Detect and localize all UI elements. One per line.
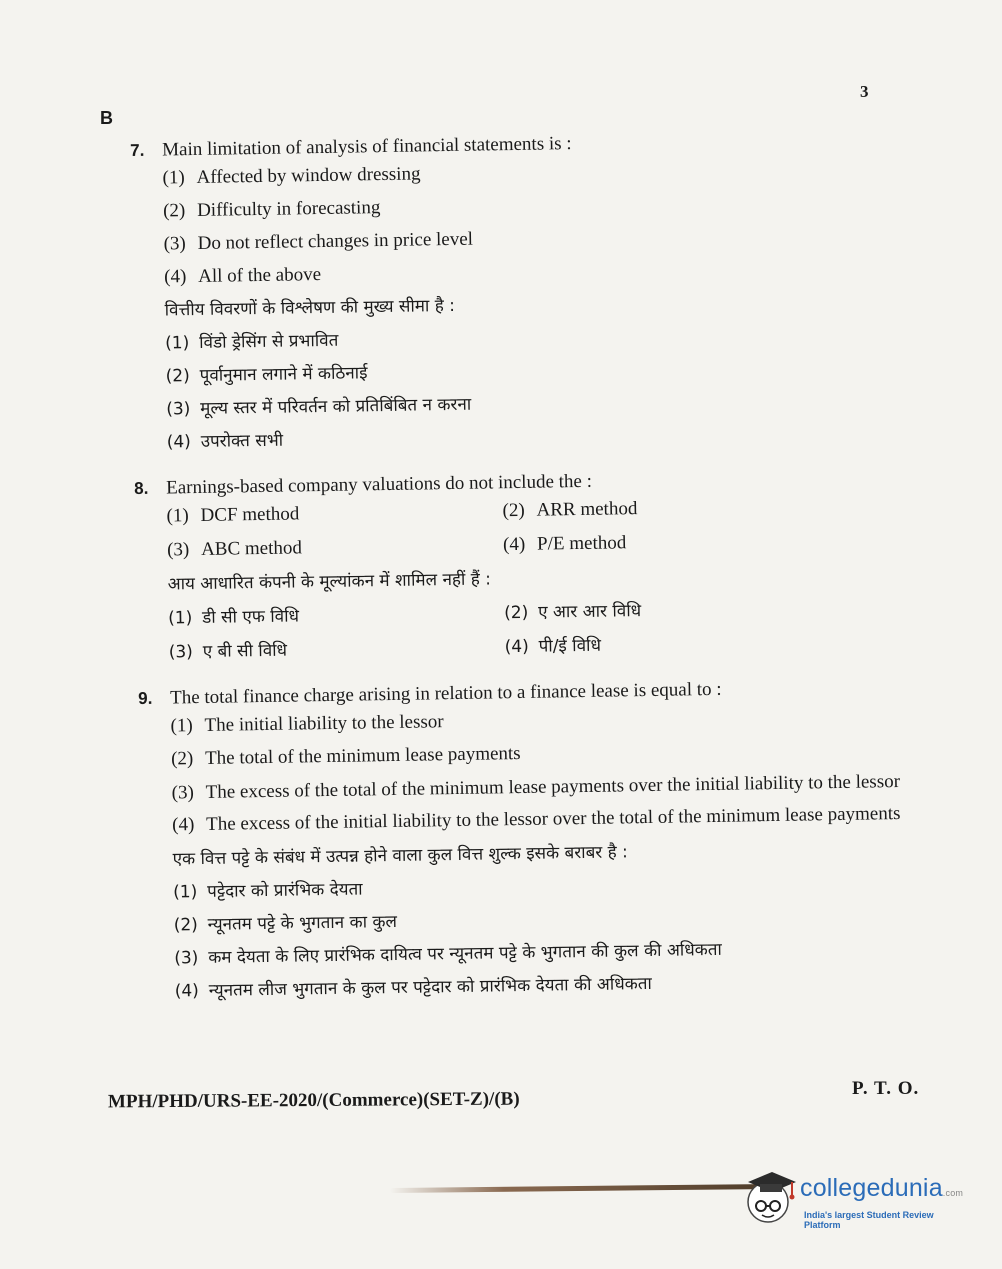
option-number: (1) xyxy=(168,608,193,629)
watermark-tagline: India's largest Student Review Platform xyxy=(804,1210,934,1230)
option-text: DCF method xyxy=(200,503,300,526)
option-number: (1) xyxy=(165,333,190,354)
option-text: पी/ई विधि xyxy=(538,635,602,657)
english-options xyxy=(166,488,915,568)
watermark-brand-name: collegedunia xyxy=(800,1174,943,1202)
option-number: (2) xyxy=(165,366,190,387)
option-text: उपरोक्त सभी xyxy=(200,430,284,452)
hindi-question-text: आय आधारित कंपनी के मूल्यांकन में शामिल नहीं हैं : xyxy=(167,569,492,595)
collegedunia-watermark xyxy=(742,1168,972,1228)
option-number: (2) xyxy=(502,499,525,522)
hindi-option xyxy=(168,596,504,635)
option-text: ARR method xyxy=(536,498,638,521)
hindi-option xyxy=(504,591,834,630)
paper-code: MPH/PHD/URS-EE-2020/(Commerce)(SET-Z)/(B) xyxy=(107,1088,520,1113)
option-text: विंडो ड्रेसिंग से प्रभावित xyxy=(199,330,339,353)
hindi-option xyxy=(168,630,504,669)
option-number: (3) xyxy=(171,782,194,804)
option-text: पट्टेदार को प्रारंभिक देयता xyxy=(207,879,363,902)
option xyxy=(166,494,502,533)
option-text: पूर्वानुमान लगाने में कठिनाई xyxy=(199,363,368,386)
option-number: (4) xyxy=(163,266,187,288)
hindi-question-text: वित्तीय विवरणों के विश्लेषण की मुख्य सीमा है : xyxy=(164,295,456,321)
option-number: (3) xyxy=(163,233,186,255)
question-number: 9. xyxy=(138,688,153,708)
option xyxy=(503,523,833,562)
option-number: (4) xyxy=(502,533,526,556)
option-number: (2) xyxy=(162,200,186,222)
question-text: Earnings-based company valuations do not include the : xyxy=(165,470,593,499)
question-7 xyxy=(130,128,915,460)
option-number: (4) xyxy=(174,981,200,1002)
option-number: (4) xyxy=(171,814,195,836)
hindi-options xyxy=(173,865,923,1009)
english-options xyxy=(170,698,920,840)
question-text: Main limitation of analysis of financial statements is : xyxy=(161,133,572,161)
hindi-options xyxy=(165,316,915,460)
option-text: न्यूनतम पट्टे के भुगतान का कुल xyxy=(207,911,398,935)
option-text: मूल्य स्तर में परिवर्तन को प्रतिबिंबित न करना xyxy=(200,394,472,419)
question-number: 7. xyxy=(130,140,145,160)
option-text: ए बी सी विधि xyxy=(202,640,288,662)
pto-label: P. T. O. xyxy=(852,1078,920,1099)
option-number: (4) xyxy=(166,432,192,453)
watermark-brand-suffix: .com xyxy=(942,1188,964,1198)
option xyxy=(167,528,503,567)
option-number: (1) xyxy=(173,882,198,903)
option-number: (3) xyxy=(166,539,190,561)
hindi-options xyxy=(168,590,917,670)
hindi-option xyxy=(504,625,834,664)
option-text: कम देयता के लिए प्रारंभिक दायित्व पर न्यूनतम पट्टे के भुगतान की कुल की अधिकता xyxy=(208,939,723,968)
option-number: (1) xyxy=(170,715,193,737)
option-number: (4) xyxy=(504,636,529,658)
option-text: The excess of the total of the minimum lease payments over the initial liability to the lessor xyxy=(205,771,901,803)
option-number: (3) xyxy=(166,399,191,420)
option-text: The initial liability to the lessor xyxy=(204,711,444,736)
question-9 xyxy=(138,676,923,1009)
option-text: ABC method xyxy=(200,537,303,560)
option-text: ए आर आर विधि xyxy=(538,601,642,623)
option-number: (3) xyxy=(168,642,193,663)
question-number: 8. xyxy=(134,478,149,498)
question-8 xyxy=(134,466,917,670)
set-letter: B xyxy=(100,108,113,128)
option-number: (2) xyxy=(173,915,198,936)
english-options xyxy=(162,150,912,294)
option-text: Difficulty in forecasting xyxy=(196,197,381,221)
watermark-brand xyxy=(800,1174,963,1203)
option-number: (1) xyxy=(162,167,185,189)
option-text: The total of the minimum lease payments xyxy=(204,742,521,769)
graduate-mascot-icon xyxy=(742,1168,798,1224)
option xyxy=(502,489,832,528)
option-text: न्यूनतम लीज भुगतान के कुल पर पट्टेदार को प्रारंभिक देयता की अधिकता xyxy=(208,973,653,1001)
option-text: डी सी एफ विधि xyxy=(202,606,300,628)
option-number: (2) xyxy=(170,748,194,770)
question-text: The total finance charge arising in relation to a finance lease is equal to : xyxy=(169,678,722,709)
option-number: (1) xyxy=(166,505,189,527)
option-number: (2) xyxy=(504,602,529,624)
page-number: 3 xyxy=(860,82,869,101)
option-number: (3) xyxy=(174,948,199,969)
option-text: P/E method xyxy=(536,532,627,555)
option-text: Affected by window dressing xyxy=(196,163,421,188)
option-text: The excess of the initial liability to the lessor over the total of the minimum lease payments xyxy=(205,803,901,835)
hindi-question-text: एक वित्त पट्टे के संबंध में उत्पन्न होने वाला कुल वित्त शुल्क इसके बराबर है : xyxy=(172,842,629,870)
option-text: All of the above xyxy=(197,264,322,287)
option-text: Do not reflect changes in price level xyxy=(197,228,474,254)
page-bottom-edge xyxy=(390,1184,770,1193)
